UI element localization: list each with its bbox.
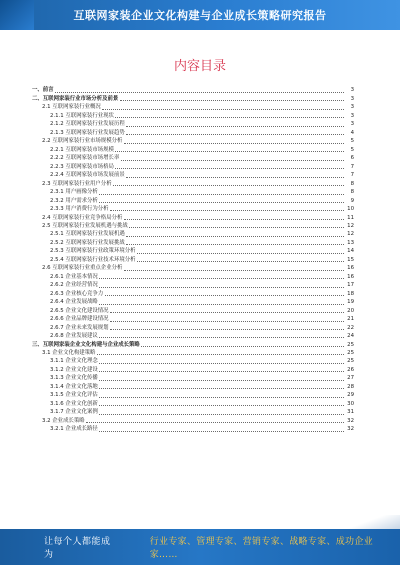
toc-entry[interactable]: [32, 399, 354, 407]
toc-dot-leader: [99, 380, 343, 381]
toc-dot-leader: [97, 354, 344, 355]
toc-entry-label: 2.6.2 企业经营情况: [50, 282, 98, 289]
toc-entry-label: 3.1.7 企业文化案例: [50, 409, 98, 416]
toc-entry[interactable]: [32, 171, 354, 179]
toc-entry-page: 7: [350, 163, 354, 170]
toc-entry[interactable]: [32, 382, 354, 390]
toc-entry-label: 3.1.2 企业文化建设: [50, 366, 98, 373]
toc-entry-page: 25: [347, 350, 354, 356]
footer-banner: [0, 529, 400, 565]
toc-entry-label: 2.5.4 互联网家装行业技术环境分析: [50, 256, 136, 263]
footer-slogan: 让每个人都能成为: [44, 537, 111, 560]
toc-entry[interactable]: [32, 137, 354, 145]
toc-entry[interactable]: [32, 255, 354, 263]
toc-entry-page: 6: [350, 155, 354, 162]
toc-entry-label: 2.5.3 互联网家装行业政策环境分析: [50, 248, 136, 255]
toc-entry-page: 18: [347, 290, 354, 297]
toc-entry[interactable]: [32, 154, 354, 162]
toc-entry[interactable]: [32, 332, 354, 340]
toc-entry-page: 3: [350, 112, 354, 119]
toc-entry-page: 3: [350, 121, 354, 128]
toc-entry[interactable]: [32, 94, 354, 102]
toc-entry-page: 11: [347, 214, 354, 221]
table-of-contents: [32, 86, 354, 433]
header-decoration: [0, 0, 34, 30]
toc-entry-label: 2.5 互联网家装行业发展机遇与挑战: [42, 222, 128, 229]
toc-entry[interactable]: [32, 374, 354, 382]
toc-entry[interactable]: [32, 416, 354, 424]
toc-entry-page: 17: [347, 282, 354, 289]
toc-entry[interactable]: [32, 86, 354, 94]
toc-entry-page: 28: [347, 383, 354, 390]
toc-entry-label: 3.2 企业成长策略: [42, 417, 85, 424]
toc-entry[interactable]: [32, 425, 354, 433]
header-banner: [0, 0, 400, 30]
toc-entry-page: 19: [347, 299, 354, 306]
toc-entry-label: 2.1.2 互联网家装行业发展历程: [50, 121, 125, 128]
toc-entry-page: 32: [347, 426, 354, 433]
toc-dot-leader: [99, 388, 343, 389]
toc-entry-label: 3.1 企业文化构建策略: [42, 350, 96, 356]
toc-entry[interactable]: [32, 128, 354, 136]
toc-entry-label: 2.2.2 互联网家装市场增长率: [50, 155, 120, 162]
toc-entry[interactable]: [32, 264, 354, 272]
toc-entry-label: 2.2.4 互联网家装市场发展前景: [50, 172, 125, 179]
toc-entry-page: 20: [347, 307, 354, 314]
toc-entry-label: 3.1.5 企业文化评估: [50, 392, 98, 399]
toc-dot-leader: [126, 244, 343, 245]
toc-title: 内容目录: [173, 59, 226, 74]
toc-entry-label: 2.6 互联网家装行业重点企业分析: [42, 265, 123, 272]
toc-dot-leader: [99, 337, 343, 338]
toc-dot-leader: [99, 278, 343, 279]
toc-entry-label: 2.2 互联网家装行业市场规模分析: [42, 138, 123, 145]
toc-entry-label: 2.6.8 企业发展建议: [50, 333, 98, 340]
toc-entry-page: 12: [347, 222, 354, 229]
toc-entry-page: 4: [350, 129, 354, 136]
toc-entry-label: 2.3 互联网家装行业用户分析: [42, 180, 112, 187]
toc-entry-page: 22: [347, 324, 354, 331]
toc-entry-label: 2.5.2 互联网家装行业发展挑战: [50, 239, 125, 246]
toc-entry[interactable]: [32, 205, 354, 213]
toc-dot-leader: [99, 405, 343, 406]
toc-entry-page: 3: [350, 87, 354, 94]
toc-entry-page: 5: [350, 146, 354, 153]
toc-entry-label: 2.6.5 企业文化建设情况: [50, 307, 109, 314]
toc-entry[interactable]: [32, 391, 354, 399]
toc-entry-page: 16: [347, 273, 354, 280]
toc-entry[interactable]: [32, 298, 354, 306]
toc-entry-label: 2.6.6 企业品牌建设情况: [50, 316, 109, 323]
toc-entry-label: 3.1.1 企业文化理念: [50, 358, 98, 365]
toc-dot-leader: [99, 431, 343, 432]
toc-dot-leader: [126, 126, 343, 127]
toc-entry-page: 12: [347, 231, 354, 238]
toc-entry-label: 2.1.1 互联网家装行业现状: [50, 112, 114, 119]
toc-entry-page: 13: [347, 239, 354, 246]
toc-entry-page: 25: [347, 341, 354, 348]
toc-entry-label: 3.1.6 企业文化创新: [50, 400, 98, 407]
toc-entry[interactable]: [32, 323, 354, 331]
toc-entry-label: 2.1 互联网家装行业概况: [42, 104, 101, 111]
toc-entry-page: 30: [347, 400, 354, 407]
toc-entry[interactable]: [32, 315, 354, 323]
toc-entry[interactable]: [32, 289, 354, 297]
toc-dot-leader: [124, 143, 344, 144]
toc-entry-page: 16: [347, 265, 354, 272]
toc-entry[interactable]: [32, 111, 354, 119]
toc-entry-label: 2.6.1 企业基本情况: [50, 273, 98, 280]
toc-dot-leader: [115, 168, 343, 169]
toc-entry-label: 一、前言: [32, 87, 54, 94]
toc-dot-leader: [99, 202, 343, 203]
toc-entry-page: 24: [347, 333, 354, 340]
toc-dot-leader: [126, 134, 343, 135]
toc-entry-page: 31: [347, 409, 354, 416]
toc-entry[interactable]: [32, 179, 354, 187]
toc-dot-leader: [121, 160, 344, 161]
toc-entry[interactable]: [32, 349, 354, 357]
toc-entry-page: 5: [350, 138, 354, 145]
toc-entry[interactable]: [32, 120, 354, 128]
toc-dot-leader: [110, 321, 343, 322]
toc-dot-leader: [99, 414, 343, 415]
toc-dot-leader: [99, 363, 343, 364]
toc-entry[interactable]: [32, 222, 354, 230]
toc-dot-leader: [124, 219, 344, 220]
toc-dot-leader: [110, 210, 343, 211]
toc-dot-leader: [120, 100, 344, 101]
toc-dot-leader: [110, 329, 343, 330]
toc-entry-label: 2.3.1 用户画像分析: [50, 189, 98, 196]
toc-entry-page: 7: [350, 172, 354, 179]
toc-entry[interactable]: [32, 145, 354, 153]
toc-entry-label: 2.3.3 用户消费行为分析: [50, 206, 109, 213]
toc-entry-page: 27: [347, 375, 354, 382]
report-title: 互联网家装企业文化构建与企业成长策略研究报告: [73, 9, 327, 22]
page-curl-decoration: [340, 515, 400, 529]
toc-entry[interactable]: [32, 306, 354, 314]
toc-entry-page: 14: [347, 248, 354, 255]
toc-entry-page: 3: [350, 95, 354, 102]
toc-entry-page: 15: [347, 256, 354, 263]
toc-entry-label: 2.2.1 互联网家装市场规模: [50, 146, 114, 153]
toc-dot-leader: [113, 185, 343, 186]
toc-dot-leader: [126, 236, 343, 237]
toc-dot-leader: [110, 312, 343, 313]
toc-entry-label: 2.6.7 企业未来发展规划: [50, 324, 109, 331]
toc-dot-leader: [137, 261, 343, 262]
toc-dot-leader: [115, 151, 343, 152]
toc-entry[interactable]: [32, 238, 354, 246]
toc-dot-leader: [105, 295, 344, 296]
toc-dot-leader: [99, 194, 343, 195]
toc-dot-leader: [129, 227, 343, 228]
toc-entry-label: 2.6.3 企业核心竞争力: [50, 290, 104, 297]
toc-entry[interactable]: [32, 196, 354, 204]
toc-entry-label: 2.5.1 互联网家装行业发展机遇: [50, 231, 125, 238]
toc-dot-leader: [115, 117, 343, 118]
toc-entry-label: 2.2.3 互联网家装市场格局: [50, 163, 114, 170]
toc-entry-label: 2.3.2 用户需求分析: [50, 197, 98, 204]
toc-entry-page: 8: [350, 189, 354, 196]
toc-entry[interactable]: [32, 162, 354, 170]
toc-dot-leader: [99, 287, 343, 288]
toc-dot-leader: [102, 109, 343, 110]
toc-entry[interactable]: [32, 103, 354, 111]
toc-entry-page: 10: [347, 206, 354, 213]
toc-entry[interactable]: [32, 281, 354, 289]
toc-entry-label: 3.1.4 企业文化落地: [50, 383, 98, 390]
footer-experts: 行业专家、管理专家、营销专家、战略专家、成功企业家……: [149, 537, 373, 560]
toc-entry-page: 21: [347, 316, 354, 323]
toc-entry-label: 二、互联网家装行业市场分析及前景: [32, 95, 119, 102]
toc-entry-page: 8: [350, 180, 354, 187]
toc-entry-page: 3: [350, 104, 354, 111]
toc-entry[interactable]: [32, 272, 354, 280]
toc-entry[interactable]: [32, 230, 354, 238]
toc-dot-leader: [99, 397, 343, 398]
toc-entry-label: 3.2.1 企业成长路径: [50, 426, 98, 433]
toc-entry-label: 2.1.3 互联网家装行业发展趋势: [50, 129, 125, 136]
toc-entry-label: 三、互联网家装企业文化构建与企业成长策略: [32, 341, 140, 348]
toc-dot-leader: [99, 371, 343, 372]
toc-entry-label: 3.1.3 企业文化传播: [50, 375, 98, 382]
toc-dot-leader: [99, 304, 343, 305]
toc-dot-leader: [126, 177, 343, 178]
toc-dot-leader: [86, 422, 343, 423]
toc-entry-page: 29: [347, 392, 354, 399]
toc-entry[interactable]: [32, 340, 354, 348]
toc-entry[interactable]: [32, 213, 354, 221]
toc-dot-leader: [124, 270, 344, 271]
toc-entry-label: 2.4 互联网家装行业竞争格局分析: [42, 214, 123, 221]
toc-entry-page: 32: [347, 417, 354, 424]
toc-entry[interactable]: [32, 408, 354, 416]
toc-entry-page: 25: [347, 358, 354, 365]
toc-entry[interactable]: [32, 357, 354, 365]
toc-entry-page: 9: [350, 197, 354, 204]
toc-dot-leader: [141, 346, 343, 347]
toc-entry[interactable]: [32, 188, 354, 196]
toc-entry-page: 26: [347, 366, 354, 373]
toc-entry-label: 2.6.4 企业发展战略: [50, 299, 98, 306]
toc-entry[interactable]: [32, 247, 354, 255]
toc-dot-leader: [137, 253, 343, 254]
toc-dot-leader: [55, 92, 343, 93]
toc-entry[interactable]: [32, 365, 354, 373]
